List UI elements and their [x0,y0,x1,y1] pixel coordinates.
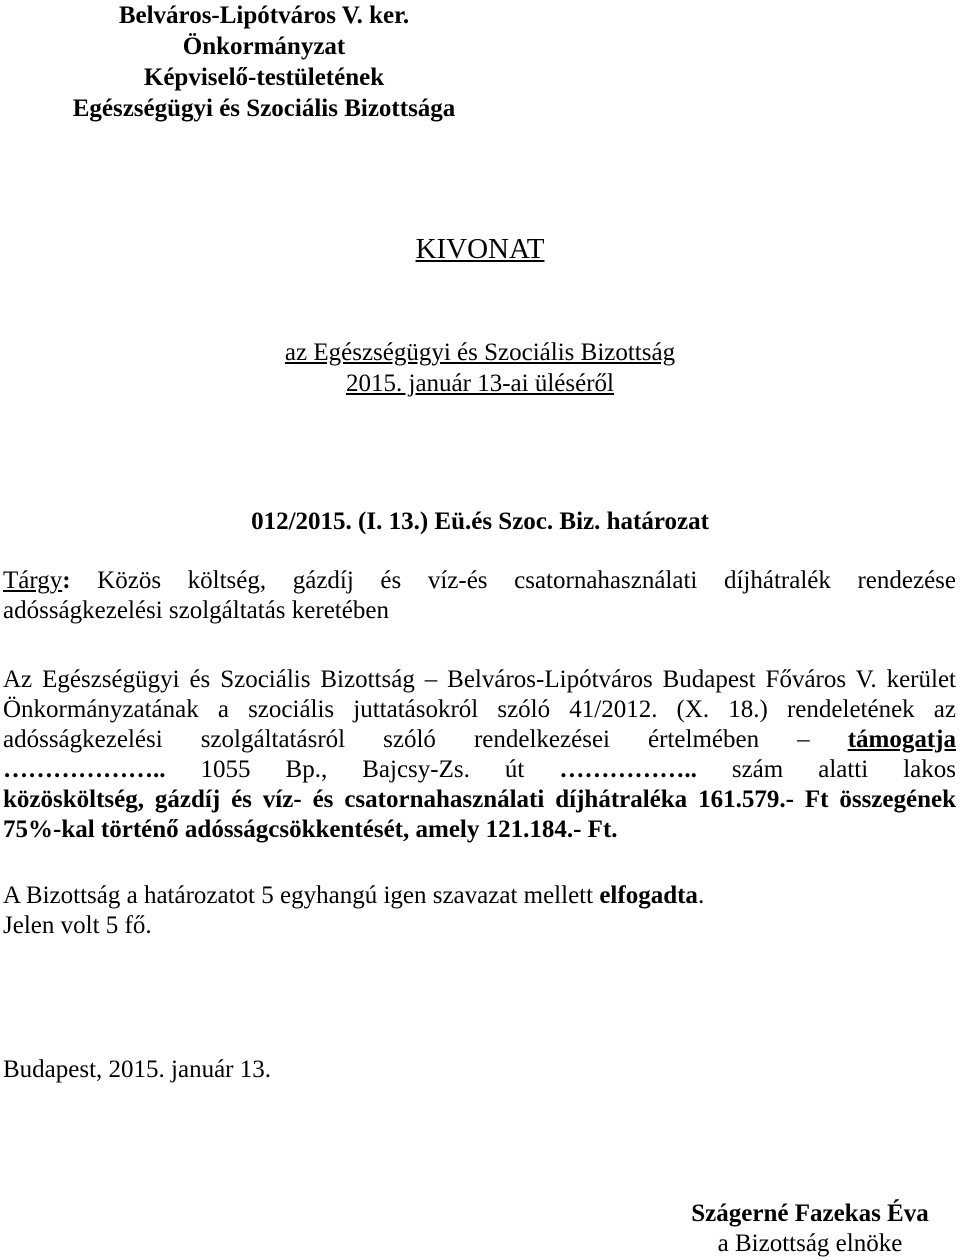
decision-line-6: 75%-kal történő adósságcsökkentését, amely 121.184.- Ft. [3,816,618,843]
vote-line-2: Jelen volt 5 fő. [3,912,152,939]
signatory-role: a Bizottság elnöke [717,1230,903,1257]
meeting-reference [0,337,960,399]
decision-line-3 [3,725,956,755]
document-title: KIVONAT [415,233,545,265]
header-line-1: Belváros-Lipótváros V. ker. [118,2,410,29]
committee-header [0,0,528,124]
document-date: Budapest, 2015. január 13. [3,1056,272,1083]
decision-line-4 [3,755,956,785]
decision-line-3-text: adósságkezelési szolgáltatásról szóló rendelkezései értelmében – [3,726,810,753]
header-line-4: Egészségügyi és Szociális Bizottsága [72,95,456,122]
resolution-number: 012/2015. (I. 13.) Eü.és Szoc. Biz. határozat [251,508,709,535]
redacted-dots-1: ……………….. [3,756,201,783]
decision-line-1: Az Egészségügyi és Szociális Bizottság – Belváros-Lipótváros Budapest Főváros V. kerület [3,666,956,693]
header-line-3: Képviselő-testületének [143,64,385,91]
redacted-dots-2: …………….. [559,756,697,783]
vote-period: . [697,882,705,909]
signature-block [662,1199,958,1259]
subject-label: Tárgy [3,567,63,594]
decision-supports: támogatja [847,726,956,753]
decision-line-2: Önkormányzatának a szociális juttatásokról szóló 41/2012. (X. 18.) rendeletének az [3,696,956,723]
subject-colon: : [62,567,71,594]
subject-line-2: adósságkezelési szolgáltatás keretében [3,597,389,624]
decision-line-5: közösköltség, gázdíj és víz- és csatornahasználati díjhátraléka 161.579.- Ft összegének [3,786,956,813]
decision-resident: szám alatti lakos [696,756,956,783]
vote-paragraph [3,881,960,941]
vote-text: A Bizottság a határozatot 5 egyhangú igen szavazat mellett [3,882,600,909]
signatory-name: Szágerné Fazekas Éva [691,1200,929,1227]
subject-text-1: Közös költség, gázdíj és víz-és csatornahasználati díjhátralék rendezése [70,567,956,594]
vote-accepted: elfogadta [599,882,698,909]
subject-paragraph [3,566,956,626]
subject-line-1 [3,566,956,596]
decision-paragraph [3,665,956,845]
meeting-line-1: az Egészségügyi és Szociális Bizottság [284,339,676,366]
meeting-line-2: 2015. január 13-ai üléséről [346,370,614,397]
header-line-2: Önkormányzat [182,33,346,60]
vote-line-1 [3,881,960,911]
decision-address: 1055 Bp., Bajcsy-Zs. út [200,756,560,783]
